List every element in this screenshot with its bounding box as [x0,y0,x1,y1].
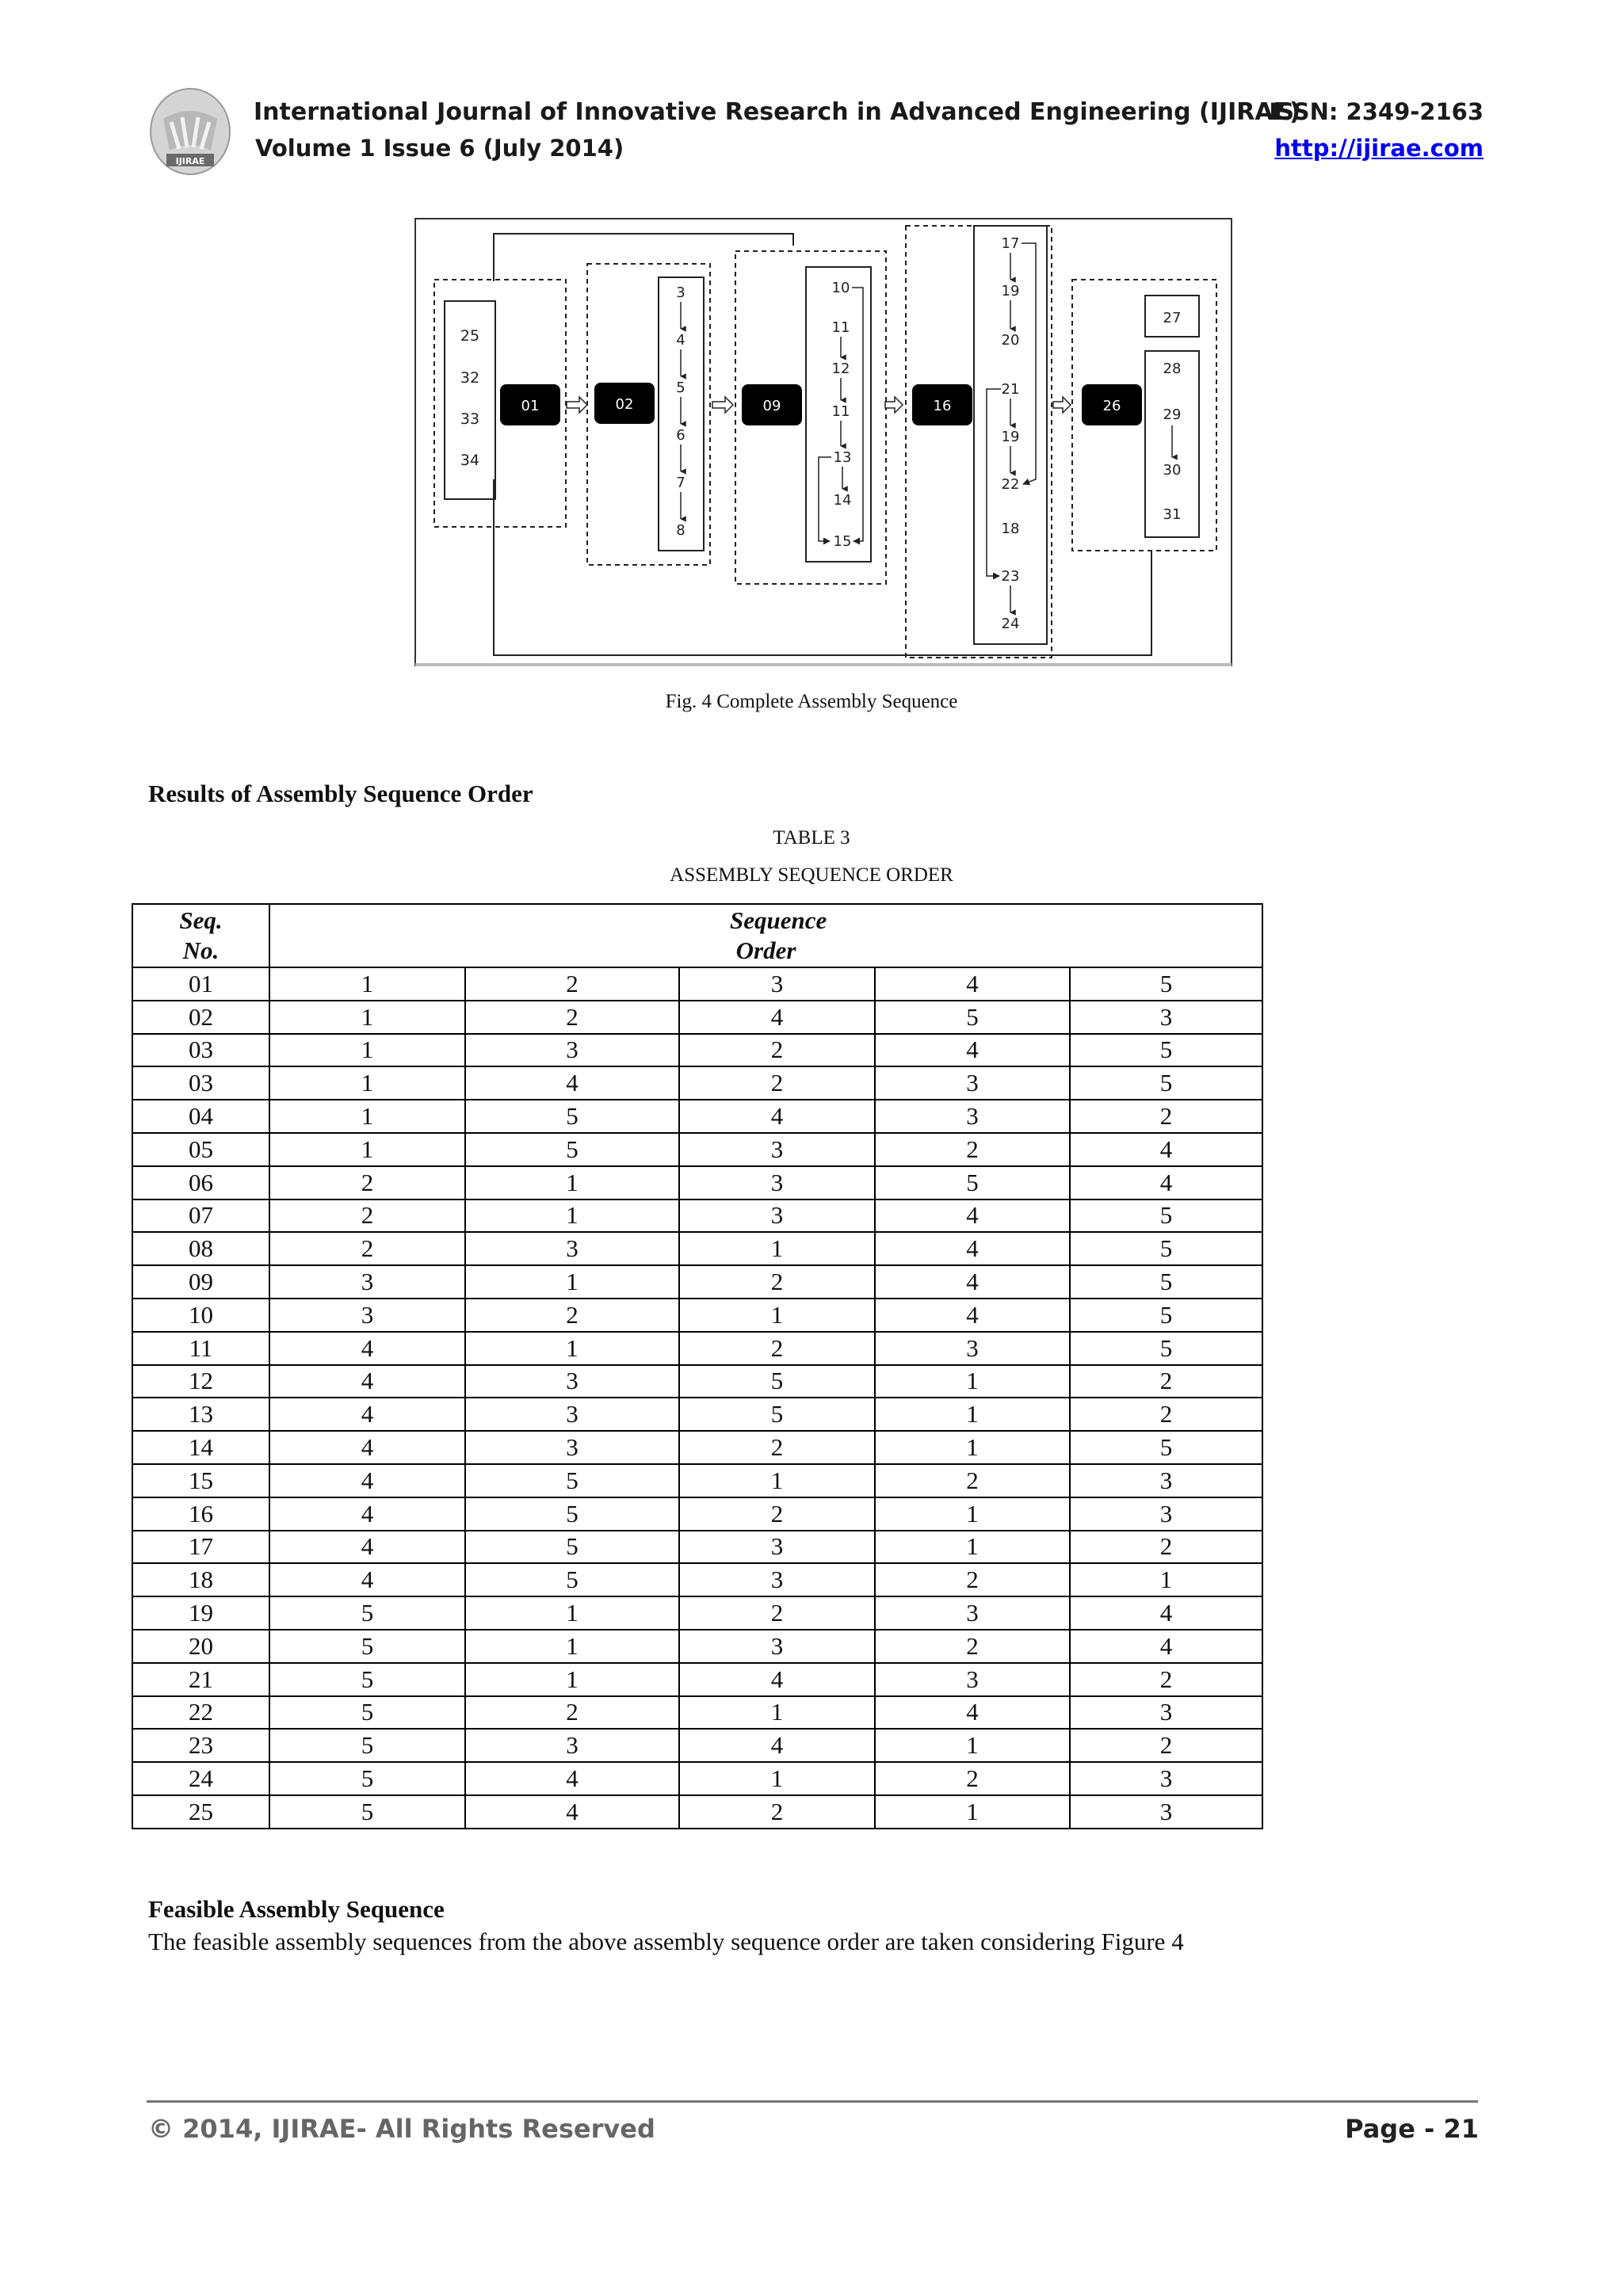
order-cell: 4 [269,1464,465,1497]
issn: ISSN: 2349-2163 [1269,98,1484,125]
order-cell: 3 [1070,1696,1262,1730]
seq-no-cell: 25 [132,1795,269,1829]
seq-no-cell: 18 [132,1563,269,1596]
order-cell: 1 [1070,1563,1262,1596]
order-cell: 5 [1070,1034,1262,1067]
table-number: TABLE 3 [773,827,850,849]
order-cell: 5 [269,1795,465,1829]
svg-text:19: 19 [1001,429,1020,445]
table-row [132,1001,1262,1034]
table-row [132,1232,1262,1265]
order-cell: 3 [1070,1497,1262,1531]
seq-no-cell: 11 [132,1332,269,1365]
order-cell: 1 [269,1066,465,1100]
order-cell: 1 [465,1332,679,1365]
seq-no-cell: 24 [132,1762,269,1795]
col-seq-no: Seq. No. [132,904,269,967]
seq-no-cell: 14 [132,1431,269,1464]
svg-text:34: 34 [460,452,480,469]
order-cell: 5 [269,1663,465,1696]
order-cell: 4 [679,1663,875,1696]
page-number: Page - 21 [1345,2114,1479,2144]
order-cell: 1 [679,1696,875,1730]
order-cell: 3 [875,1596,1070,1630]
order-cell: 2 [269,1166,465,1199]
table-row [132,1166,1262,1199]
table-row [132,1365,1262,1398]
order-cell: 3 [679,1563,875,1596]
order-cell: 4 [875,1299,1070,1332]
order-cell: 1 [875,1531,1070,1564]
seq-no-cell: 09 [132,1265,269,1299]
node-26: 26 [1102,398,1121,414]
order-cell: 2 [875,1133,1070,1166]
seq-no-cell: 22 [132,1696,269,1730]
seq-no-cell: 03 [132,1066,269,1100]
order-cell: 1 [269,1001,465,1034]
svg-text:4: 4 [676,332,685,349]
order-cell: 2 [465,1299,679,1332]
order-cell: 1 [679,1232,875,1265]
table-row [132,1066,1262,1100]
order-cell: 1 [679,1762,875,1795]
order-cell: 3 [679,1166,875,1199]
table-row [132,1630,1262,1663]
order-cell: 5 [465,1563,679,1596]
svg-text:14: 14 [833,492,852,509]
order-cell: 4 [679,1001,875,1034]
table-row [132,1299,1262,1332]
order-cell: 5 [1070,1431,1262,1464]
table-row [132,1199,1262,1233]
order-cell: 1 [269,967,465,1001]
order-cell: 5 [1070,1066,1262,1100]
seq-no-cell: 06 [132,1166,269,1199]
seq-no-cell: 05 [132,1133,269,1166]
svg-text:22: 22 [1001,476,1020,493]
order-cell: 1 [269,1133,465,1166]
table-row [132,1795,1262,1829]
order-cell: 3 [875,1332,1070,1365]
order-cell: 5 [875,1166,1070,1199]
seq-no-cell: 04 [132,1100,269,1133]
order-cell: 1 [465,1265,679,1299]
order-cell: 1 [465,1596,679,1630]
svg-text:28: 28 [1163,360,1182,377]
table-row [132,1133,1262,1166]
order-cell: 3 [269,1265,465,1299]
order-cell: 4 [1070,1596,1262,1630]
order-cell: 5 [875,1001,1070,1034]
order-cell: 4 [465,1066,679,1100]
order-cell: 5 [269,1630,465,1663]
svg-text:32: 32 [460,369,480,387]
order-cell: 5 [465,1464,679,1497]
table-row [132,1100,1262,1133]
order-cell: 2 [1070,1663,1262,1696]
footer-divider [147,2100,1478,2103]
order-cell: 3 [1070,1795,1262,1829]
table-title: ASSEMBLY SEQUENCE ORDER [670,864,953,886]
order-cell: 1 [465,1630,679,1663]
order-cell: 4 [269,1332,465,1365]
svg-text:27: 27 [1163,310,1182,326]
table-row [132,1034,1262,1067]
seq-no-cell: 13 [132,1398,269,1431]
order-cell: 4 [1070,1630,1262,1663]
order-cell: 2 [875,1630,1070,1663]
table-row [132,1729,1262,1762]
logo-text: IJIRAE [175,156,205,166]
order-cell: 4 [679,1729,875,1762]
table-row [132,1398,1262,1431]
svg-text:24: 24 [1001,616,1020,632]
results-heading: Results of Assembly Sequence Order [148,780,533,807]
order-cell: 5 [1070,1265,1262,1299]
node-01: 01 [521,398,540,414]
svg-text:8: 8 [676,522,685,539]
table-row [132,1663,1262,1696]
order-cell: 5 [465,1100,679,1133]
copyright: © 2014, IJIRAE- All Rights Reserved [148,2114,655,2144]
order-cell: 3 [465,1729,679,1762]
node-02: 02 [615,396,634,413]
order-cell: 4 [1070,1166,1262,1199]
seq-no-cell: 15 [132,1464,269,1497]
order-cell: 1 [269,1100,465,1133]
journal-logo [147,87,233,181]
table-row [132,1563,1262,1596]
order-cell: 2 [679,1332,875,1365]
order-cell: 3 [875,1100,1070,1133]
order-cell: 3 [679,1531,875,1564]
svg-text:11: 11 [831,403,850,420]
order-cell: 1 [875,1729,1070,1762]
order-cell: 5 [679,1365,875,1398]
order-cell: 2 [875,1762,1070,1795]
order-cell: 2 [679,1034,875,1067]
seq-no-cell: 21 [132,1663,269,1696]
figure-caption: Fig. 4 Complete Assembly Sequence [665,691,958,712]
order-cell: 5 [269,1596,465,1630]
order-cell: 3 [1070,1464,1262,1497]
seq-no-cell: 12 [132,1365,269,1398]
svg-text:15: 15 [833,533,852,550]
svg-text:25: 25 [460,327,480,345]
order-cell: 4 [875,967,1070,1001]
order-cell: 3 [875,1663,1070,1696]
seq-no-cell: 08 [132,1232,269,1265]
seq-no-cell: 17 [132,1531,269,1564]
table-header-row [132,904,1262,967]
order-cell: 2 [679,1795,875,1829]
order-cell: 4 [875,1232,1070,1265]
seq-no-cell: 19 [132,1596,269,1630]
order-cell: 3 [1070,1762,1262,1795]
svg-text:30: 30 [1163,462,1182,479]
seq-no-cell: 07 [132,1199,269,1233]
seq-no-cell: 23 [132,1729,269,1762]
svg-text:33: 33 [460,410,480,428]
feasible-paragraph: The feasible assembly sequences from the above assembly sequence order are taken considering Figure 4 [148,1928,1184,1955]
order-cell: 4 [269,1531,465,1564]
order-cell: 4 [269,1365,465,1398]
order-cell: 1 [875,1365,1070,1398]
table-row [132,1464,1262,1497]
order-cell: 3 [465,1034,679,1067]
order-cell: 1 [875,1398,1070,1431]
col-sequence-order: Sequence Order [269,904,1262,967]
svg-text:13: 13 [833,449,852,466]
order-cell: 1 [875,1431,1070,1464]
order-cell: 5 [269,1696,465,1730]
svg-text:17: 17 [1001,235,1020,252]
order-cell: 5 [1070,1199,1262,1233]
svg-text:18: 18 [1001,521,1020,537]
table-row [132,1497,1262,1531]
svg-text:23: 23 [1001,568,1020,585]
svg-text:31: 31 [1163,506,1182,523]
order-cell: 5 [1070,1332,1262,1365]
order-cell: 5 [1070,1232,1262,1265]
order-cell: 5 [269,1762,465,1795]
seq-no-cell: 03 [132,1034,269,1067]
order-cell: 3 [465,1232,679,1265]
order-cell: 2 [269,1199,465,1233]
order-cell: 2 [1070,1398,1262,1431]
order-cell: 4 [269,1398,465,1431]
order-cell: 2 [465,967,679,1001]
order-cell: 4 [875,1199,1070,1233]
seq-no-cell: 02 [132,1001,269,1034]
order-cell: 3 [465,1365,679,1398]
order-cell: 2 [679,1066,875,1100]
order-cell: 5 [679,1398,875,1431]
order-cell: 5 [269,1729,465,1762]
volume-line: Volume 1 Issue 6 (July 2014) [255,135,624,162]
order-cell: 4 [875,1265,1070,1299]
assembly-sequence-table [132,903,1263,1829]
table-row [132,1431,1262,1464]
order-cell: 2 [679,1265,875,1299]
journal-title: International Journal of Innovative Research in Advanced Engineering (IJIRAE) [254,98,1300,126]
order-cell: 5 [465,1531,679,1564]
order-cell: 2 [465,1001,679,1034]
svg-text:3: 3 [676,284,685,301]
order-cell: 1 [679,1299,875,1332]
order-cell: 2 [1070,1100,1262,1133]
order-cell: 1 [269,1034,465,1067]
order-cell: 2 [875,1464,1070,1497]
table-row [132,1332,1262,1365]
order-cell: 1 [465,1663,679,1696]
svg-text:29: 29 [1163,406,1182,423]
feasible-heading: Feasible Assembly Sequence [148,1895,445,1923]
order-cell: 3 [875,1066,1070,1100]
order-cell: 2 [875,1563,1070,1596]
node-09: 09 [762,398,781,414]
node-16: 16 [933,398,952,414]
seq-no-cell: 01 [132,967,269,1001]
order-cell: 3 [1070,1001,1262,1034]
table-row [132,1265,1262,1299]
svg-text:21: 21 [1001,381,1020,398]
order-cell: 2 [1070,1365,1262,1398]
order-cell: 2 [269,1232,465,1265]
order-cell: 2 [679,1431,875,1464]
table-row [132,1596,1262,1630]
order-cell: 5 [465,1133,679,1166]
order-cell: 1 [875,1795,1070,1829]
order-cell: 4 [269,1431,465,1464]
order-cell: 4 [269,1563,465,1596]
order-cell: 3 [679,967,875,1001]
table-row [132,1696,1262,1730]
journal-link[interactable]: http://ijirae.com [1274,135,1484,162]
svg-text:7: 7 [676,475,685,491]
order-cell: 3 [465,1398,679,1431]
assembly-sequence-figure [414,218,1234,668]
order-cell: 4 [465,1762,679,1795]
order-cell: 1 [875,1497,1070,1531]
svg-text:6: 6 [676,427,685,444]
svg-text:5: 5 [676,379,685,396]
order-cell: 3 [465,1431,679,1464]
order-cell: 4 [1070,1133,1262,1166]
order-cell: 3 [269,1299,465,1332]
seq-no-cell: 16 [132,1497,269,1531]
order-cell: 4 [875,1034,1070,1067]
order-cell: 2 [1070,1729,1262,1762]
order-cell: 2 [465,1696,679,1730]
order-cell: 2 [679,1596,875,1630]
order-cell: 4 [269,1497,465,1531]
order-cell: 1 [465,1199,679,1233]
order-cell: 3 [679,1630,875,1663]
order-cell: 5 [465,1497,679,1531]
order-cell: 4 [679,1100,875,1133]
svg-text:20: 20 [1001,332,1020,349]
table-row [132,967,1262,1001]
order-cell: 3 [679,1133,875,1166]
order-cell: 1 [465,1166,679,1199]
table-row [132,1762,1262,1795]
order-cell: 1 [679,1464,875,1497]
table-row [132,1531,1262,1564]
seq-no-cell: 10 [132,1299,269,1332]
svg-text:19: 19 [1001,283,1020,299]
svg-text:12: 12 [831,360,850,377]
order-cell: 2 [1070,1531,1262,1564]
order-cell: 4 [875,1696,1070,1730]
seq-no-cell: 20 [132,1630,269,1663]
svg-text:11: 11 [831,319,850,336]
order-cell: 3 [679,1199,875,1233]
svg-text:10: 10 [831,280,850,296]
order-cell: 4 [465,1795,679,1829]
order-cell: 2 [679,1497,875,1531]
order-cell: 5 [1070,1299,1262,1332]
order-cell: 5 [1070,967,1262,1001]
